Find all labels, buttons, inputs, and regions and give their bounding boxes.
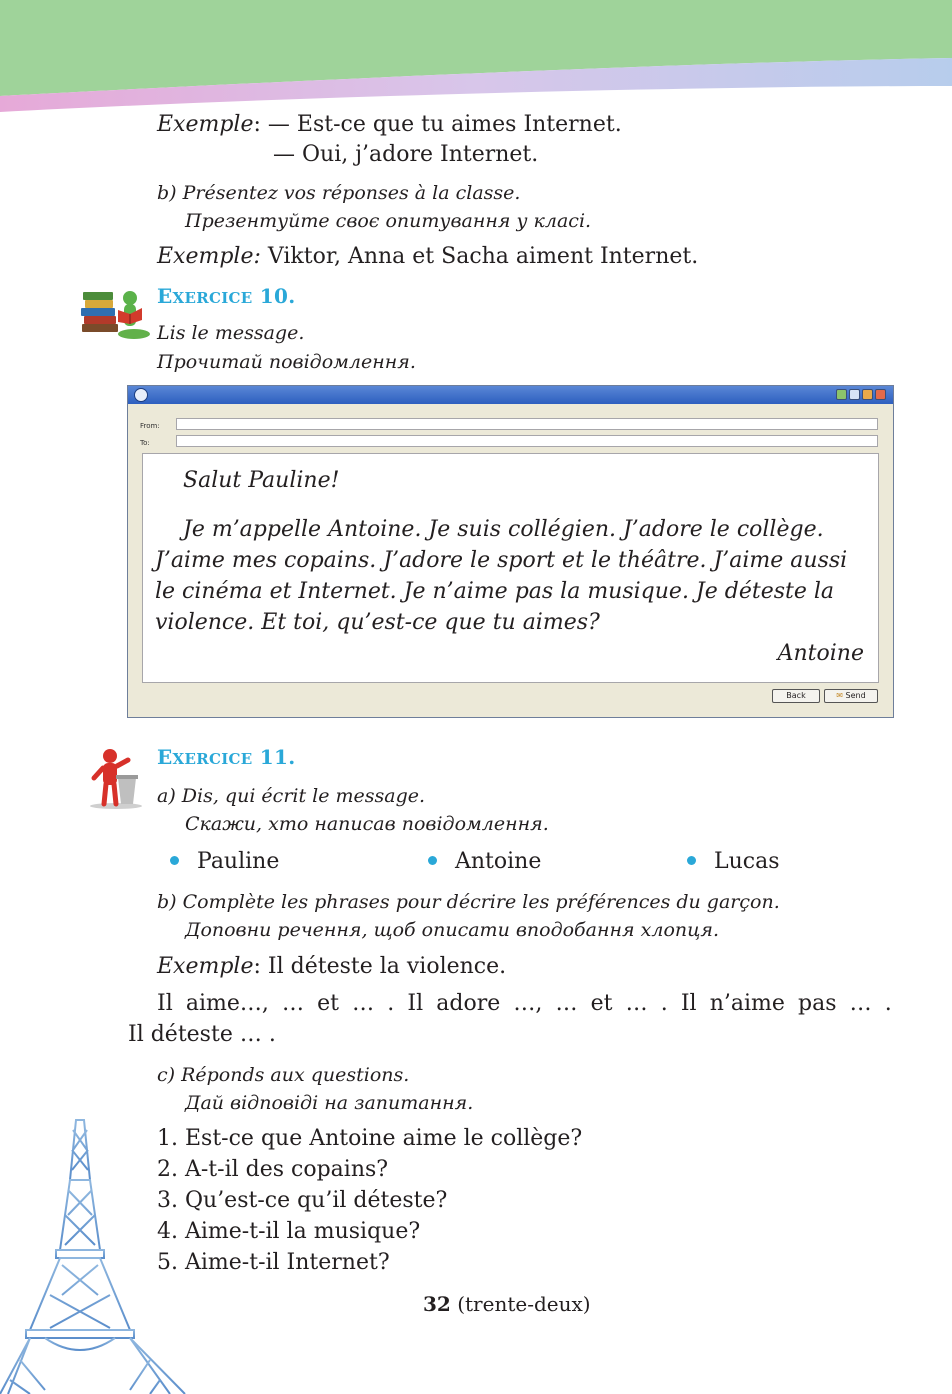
email-window (127, 385, 894, 718)
part-b-instruction-uk: Презентуйте своє опитування у класі. (185, 210, 592, 232)
page-number: 32 (trente-deux) (423, 1292, 591, 1316)
send-button[interactable] (824, 689, 878, 703)
example-sentence: Exemple: Viktor, Anna et Sacha aiment Internet. (157, 244, 699, 269)
fill-in-line-1: Il aime…, … et … . Il adore …, … et … . Il n’aime pas … . (157, 991, 892, 1016)
exercise-11-title: EXERCICE 11. (157, 745, 296, 769)
choice-antoine: Antoine (428, 847, 541, 877)
exercise-10-instruction-fr: Lis le message. (157, 322, 305, 344)
example-dialogue-line1: Exemple: — Est-ce que tu aimes Internet. (157, 112, 622, 137)
choice-pauline: Pauline (170, 847, 279, 877)
send-label: Send (845, 691, 866, 700)
close-icon[interactable] (875, 389, 886, 400)
choice-lucas: Lucas (687, 847, 780, 877)
exercise-11-c-fr: c) Réponds aux questions. (157, 1064, 410, 1086)
bullet-icon (687, 856, 696, 865)
speaker-podium-icon (86, 748, 154, 810)
fill-in-line-2: Il déteste … . (128, 1022, 276, 1047)
bullet-icon (428, 856, 437, 865)
mail-app-icon (134, 388, 148, 402)
exercise-11-b-fr: b) Complète les phrases pour décrire les préférences du garçon. (157, 891, 780, 913)
to-label: To: (140, 439, 150, 447)
header-banner (0, 0, 952, 115)
from-label: From: (140, 422, 160, 430)
exercise-11-c-uk: Дай відповіді на запитання. (185, 1092, 474, 1114)
bullet-icon (170, 856, 179, 865)
question-2: 2. A-t-il des copains? (157, 1157, 389, 1182)
exercise-11-example: Exemple: Il déteste la violence. (157, 954, 507, 979)
eiffel-tower-icon (0, 1100, 190, 1394)
exercise-11-a-uk: Скажи, хто написав повідомлення. (185, 813, 549, 835)
edit-icon[interactable] (836, 389, 847, 400)
email-line-3: le cinéma et Internet. Je n’aime pas la musique. Je déteste la (155, 579, 835, 604)
help-icon[interactable] (862, 389, 873, 400)
exercise-11-a-fr: a) Dis, qui écrit le message. (157, 785, 426, 807)
question-4: 4. Aime-t-il la musique? (157, 1219, 421, 1244)
example-dialogue-line2: — Oui, j’adore Internet. (273, 142, 539, 167)
email-line-4: violence. Et toi, qu’est-ce que tu aimes? (155, 610, 600, 635)
question-1: 1. Est-ce que Antoine aime le collège? (157, 1126, 583, 1151)
exercise-10-title: EXERCICE 10. (157, 284, 296, 308)
reading-books-icon (78, 284, 152, 342)
exercise-11-b-uk: Доповни речення, щоб описати вподобання хлопця. (185, 919, 719, 941)
question-5: 5. Aime-t-il Internet? (157, 1250, 390, 1275)
to-field[interactable] (176, 435, 878, 447)
email-title-bar (128, 386, 893, 404)
minimize-icon[interactable] (849, 389, 860, 400)
exercise-10-instruction-uk: Прочитай повідомлення. (157, 351, 416, 373)
send-icon: ✉ (836, 691, 843, 700)
part-b-instruction-fr: b) Présentez vos réponses à la classe. (157, 182, 521, 204)
back-button[interactable]: Back (772, 689, 820, 703)
email-signature: Antoine (777, 641, 864, 666)
from-field[interactable] (176, 418, 878, 430)
question-3: 3. Qu’est-ce qu’il déteste? (157, 1188, 448, 1213)
email-body[interactable] (142, 453, 879, 683)
email-line-2: J’aime mes copains. J’adore le sport et le théâtre. J’aime aussi (155, 548, 848, 573)
email-line-1: Je m’appelle Antoine. Je suis collégien. J’adore le collège. (183, 517, 824, 542)
email-greeting: Salut Pauline! (183, 468, 340, 493)
